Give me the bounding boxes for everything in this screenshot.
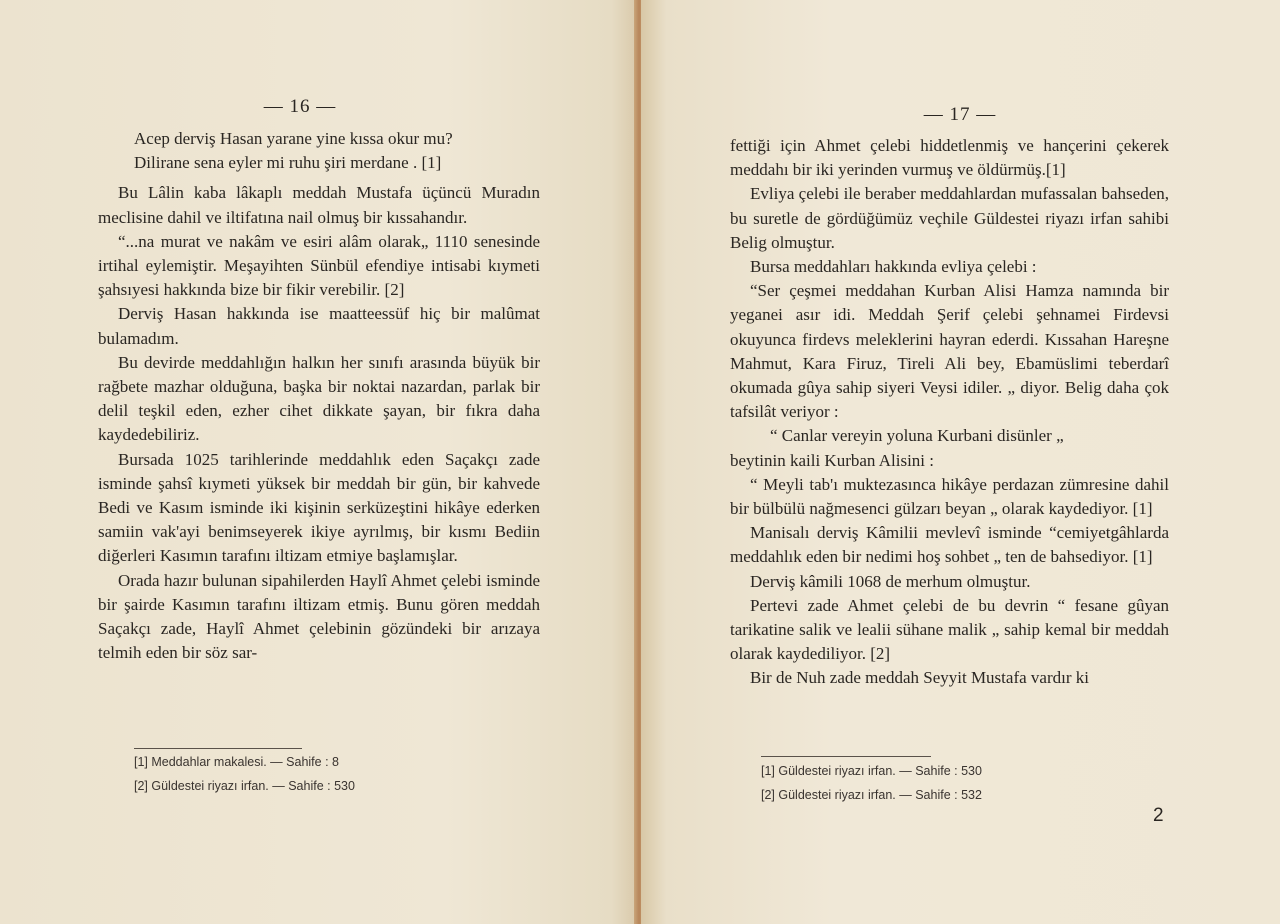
paragraph: Bu devirde meddahlığın halkın her sınıfı arasında büyük bir rağbete mazhar olduğuna, başka bir noktai nazardan, parlak bir delil teşkil eden, ezher cihet dikkate şayan, bir fıkra daha kaydedebiliriz.	[98, 352, 540, 445]
paragraph: “Ser çeşmei meddahan Kurban Alisi Hamza namında bir yeganei asır idi. Meddah Şerif çelebi şehnamei Firdevsi okuyunca firdevs meleklerini hayran ederdi. Kıssahan Hareşne Mahmut, Kara Firuz, Tireli Ali bey, Ebamüslimi teberdarî okumada gûya sahip siyeri Veysi idiler. „ diyor. Belig daha çok tafsilât veriyor :	[730, 281, 1169, 422]
paragraph: Pertevi zade Ahmet çelebi de bu devrin “ fesane gûyan tarikatine salik ve lealii sühane malik „ sahip kemal bir meddah olarak kaydediliyor. [2]	[730, 595, 1169, 664]
verse-line-2: Dilirane sena eyler mi ruhu şiri merdane . [1]	[134, 153, 442, 173]
paragraph: Manisalı derviş Kâmilii mevlevî isminde “cemiyetgâhlarda meddahlık eden bir nedimi hoş sohbet „ ten de bahsediyor. [1]	[730, 523, 1169, 567]
left-page-text	[98, 127, 540, 665]
footnote-rule	[761, 756, 931, 757]
footnote: [1] Meddahlar makalesi. — Sahife : 8	[134, 755, 339, 769]
footnote: [1] Güldestei riyazı irfan. — Sahife : 530	[761, 764, 982, 778]
paragraph: Bursa meddahları hakkında evliya çelebi :	[750, 257, 1037, 277]
quote-verse: “ Canlar vereyin yoluna Kurbani disünler „	[770, 426, 1064, 446]
right-page-text	[730, 134, 1169, 691]
paragraph: fettiği için Ahmet çelebi hiddetlenmiş ve hançerini çekerek meddahı bir iki yerinden vurmuş ve öldürmüş.[1]	[730, 136, 1169, 180]
footnote-rule	[134, 748, 302, 749]
footnote: [2] Güldestei riyazı irfan. — Sahife : 530	[134, 779, 355, 793]
paragraph: “...na murat ve nakâm ve esiri alâm olarak„ 1110 senesinde irtihal eylemiştir. Meşayihten Sünbül efendiye intisabi kıymeti şahsıyesi hakkında bize bir fikir verebilir. [2]	[98, 231, 540, 300]
paragraph: Bursada 1025 tarihlerinde meddahlık eden Saçakçı zade isminde şahsî kıymeti yüksek bir meddah bir gün, bir kahvede Bedi ve Kasım isminde iki kişinin serküzeştini hikâye ederken samiin vak'ayi benimseyerek ikiye ayrılmış, bir kısmı Bediin diğerleri Kasımın tarafını iltizam etmiye başlamışlar.	[98, 449, 540, 566]
footnote: [2] Güldestei riyazı irfan. — Sahife : 532	[761, 788, 982, 802]
right-page	[641, 0, 1280, 924]
right-page-number: — 17 —	[923, 104, 997, 125]
left-page	[0, 0, 637, 924]
sheet-number: 2	[1153, 805, 1164, 826]
paragraph: “ Meyli tab'ı muktezasınca hikâye perdazan zümresine dahil bir bülbülü nağmesenci gülzarı beyan „ olarak kaydediyor. [1]	[730, 474, 1169, 519]
paragraph: beytinin kaili Kurban Alisini :	[730, 450, 934, 470]
left-page-number: — 16 —	[263, 96, 337, 117]
verse-line-1: Acep derviş Hasan yarane yine kıssa okur mu?	[134, 129, 453, 148]
paragraph: Derviş Hasan hakkında ise maatteessüf hiç bir malûmat bulamadım.	[98, 304, 540, 348]
paragraph: Orada hazır bulunan sipahilerden Haylî Ahmet çelebi isminde bir şairde Kasımın tarafını iltizam etmiş. Bunu gören meddah Saçakçı zade, Haylî Ahmet çelebinin gözündeki bir arızaya telmih eden bir söz sar-	[98, 570, 540, 663]
paragraph: Bir de Nuh zade meddah Seyyit Mustafa vardır ki	[750, 668, 1089, 688]
paragraph: Derviş kâmili 1068 de merhum olmuştur.	[750, 571, 1031, 591]
paragraph: Bu Lâlin kaba lâkaplı meddah Mustafa üçüncü Muradın meclisine dahil ve iltifatına nail olmuş bir kıssahandır.	[98, 183, 540, 227]
paragraph: Evliya çelebi ile beraber meddahlardan mufassalan bahseden, bu suretle de gördüğümüz veçhile Güldestei riyazı irfan sahibi Belig olmuştur.	[730, 184, 1169, 252]
